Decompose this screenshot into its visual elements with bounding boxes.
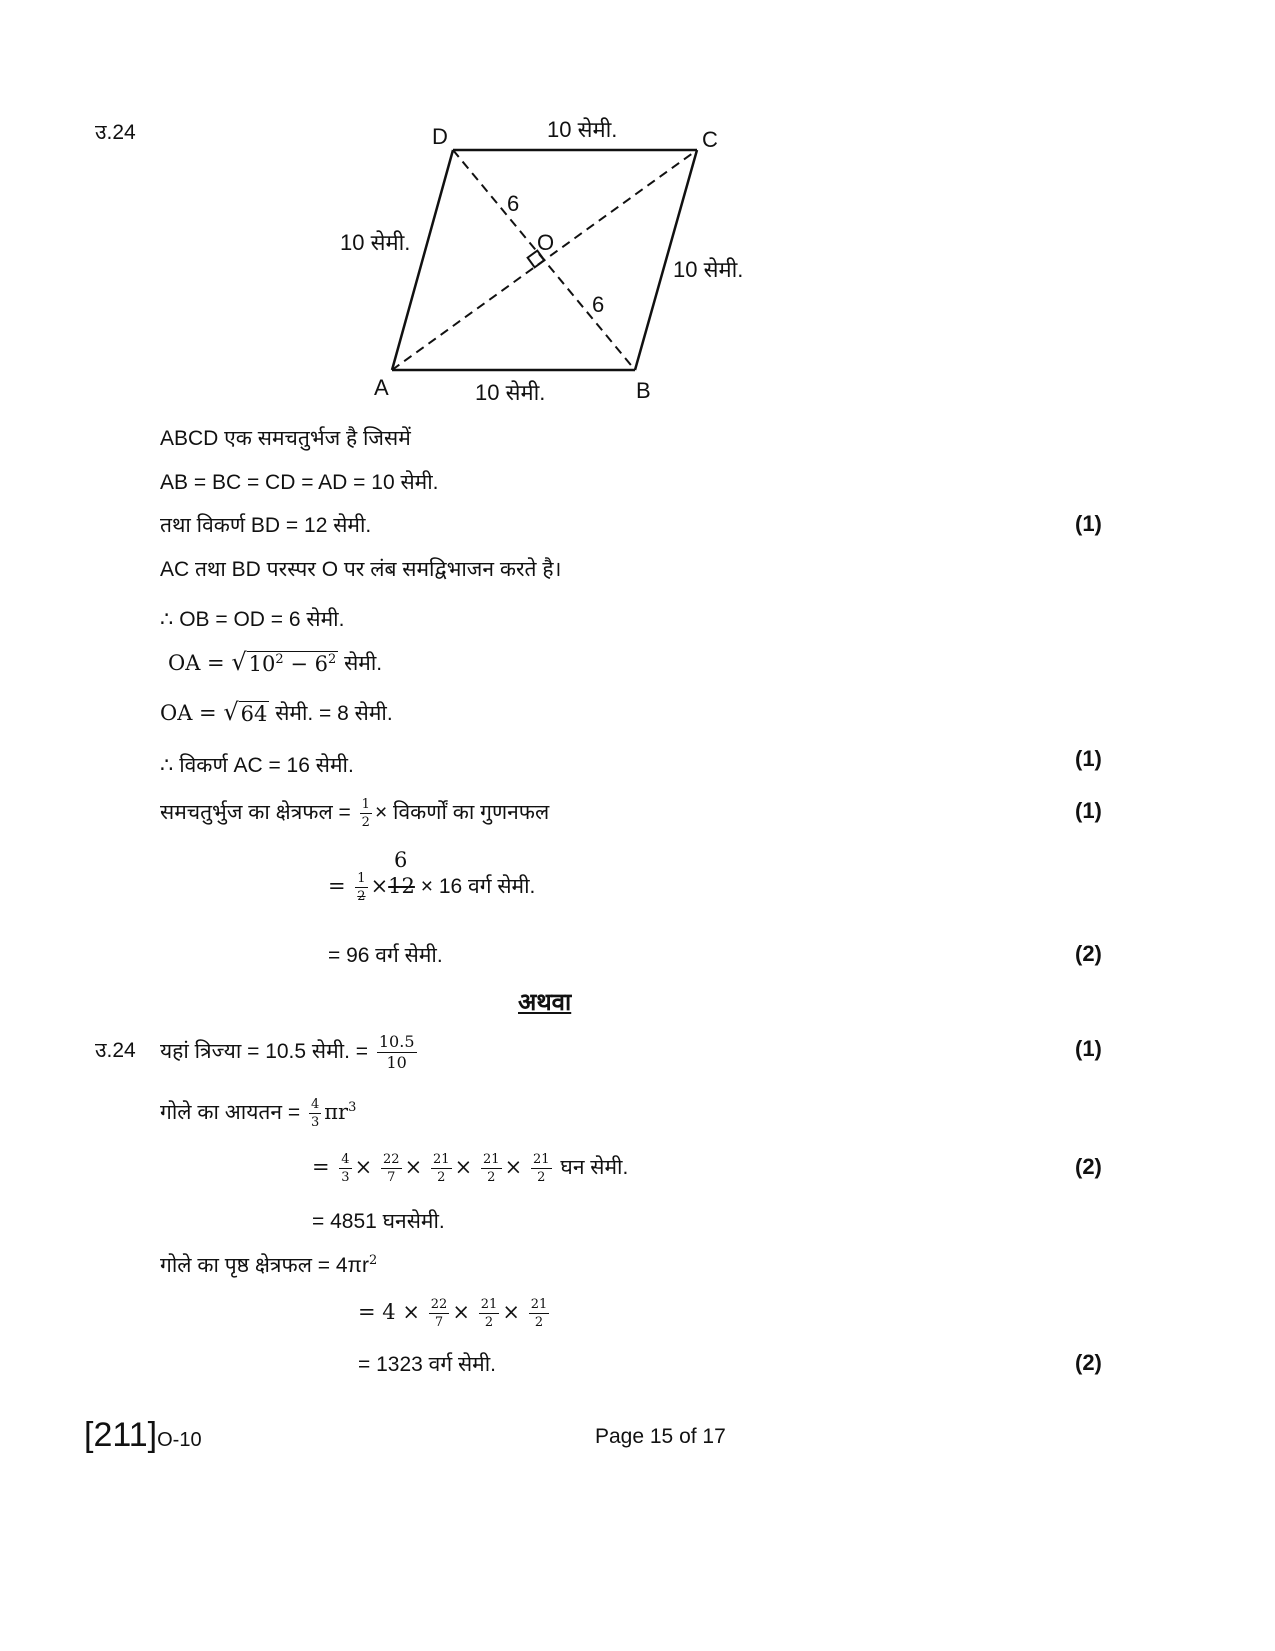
segment-ob-label: 6 xyxy=(592,292,605,317)
marks-badge: (1) xyxy=(1075,798,1102,823)
sol2-line4: = 4851 घनसेमी. xyxy=(312,1210,445,1233)
sol1-line11: = 96 वर्ग सेमी. xyxy=(328,944,443,967)
segment-do-label: 6 xyxy=(507,191,520,216)
sol1-line10: = $\frac{1}{2}$ ×12 × 16 वर्ग सेमी. xyxy=(328,871,536,904)
vertex-a-label: A xyxy=(374,375,389,400)
sol2-line6: = 4 × $\frac{22}{7}$ × $\frac{21}{2}$ × $\frac{21}{2}$ xyxy=(358,1297,548,1330)
sol2-line3: = $\frac{4}{3}$ × $\frac{22}{7}$ × $\frac{21}{2}$ × $\frac{21}{2}$ × $\frac{21}{2}$ घन सेमी. xyxy=(312,1152,629,1185)
sol1-line2: AB = BC = CD = AD = 10 सेमी. xyxy=(160,471,439,494)
formula-prefix: OA = xyxy=(168,651,232,675)
marks-badge: (1) xyxy=(1075,511,1102,536)
side-dc-label: 10 सेमी. xyxy=(547,117,618,142)
paper-code-suffix: O-10 xyxy=(157,1429,202,1451)
sol2-line1: यहां त्रिज्या = 10.5 सेमी. = $\frac{10.5}{10}$ xyxy=(160,1032,415,1072)
sol2-line5: गोले का पृष्ठ क्षेत्रफल = $4\pi r^2$ xyxy=(160,1253,378,1277)
marks-badge: (2) xyxy=(1075,1350,1102,1375)
side-bc-label: 10 सेमी. xyxy=(673,257,744,282)
unit-label: सेमी. xyxy=(338,652,383,675)
marks-badge: (1) xyxy=(1075,1036,1102,1061)
sol1-line1: ABCD एक समचतुर्भज है जिसमें xyxy=(160,427,411,450)
sol1-line9: समचतुर्भुज का क्षेत्रफल = $\frac{1}{2}$ × विकर्णों का गुणनफल xyxy=(160,797,550,830)
square-root: √ 64 xyxy=(223,698,268,726)
fraction: $\frac{4}{3}$ xyxy=(310,1097,320,1130)
fraction: $\frac{1}{2}$ xyxy=(361,797,370,830)
struck-value: 12 xyxy=(388,874,415,899)
square-root: √ $10^2 - 6^2$ xyxy=(231,648,337,676)
vertex-c-label: C xyxy=(702,127,718,152)
page-number: Page 15 of 17 xyxy=(595,1425,726,1448)
sol1-line3: तथा विकर्ण BD = 12 सेमी. xyxy=(160,514,372,537)
marks-badge: (2) xyxy=(1075,941,1102,966)
sol2-line7: = 1323 वर्ग सेमी. xyxy=(358,1353,497,1376)
sol1-line8: ∴ विकर्ण AC = 16 सेमी. xyxy=(160,754,354,777)
marks-badge: (2) xyxy=(1075,1154,1102,1179)
sol1-line7: OA = √ 64 सेमी. = 8 सेमी. xyxy=(160,698,393,726)
vertex-d-label: D xyxy=(432,124,448,149)
paper-code: [211]O-10 xyxy=(84,1416,202,1454)
side-ad-label: 10 सेमी. xyxy=(340,230,411,255)
marks-badge: (1) xyxy=(1075,746,1102,771)
sol1-line4: AC तथा BD परस्पर O पर लंब समद्विभाजन करते है। xyxy=(160,558,562,581)
fraction: $\frac{10.5}{10}$ xyxy=(378,1032,415,1072)
vertex-b-label: B xyxy=(636,378,651,403)
rhombus-figure xyxy=(330,110,770,410)
sol1-line5: ∴ OB = OD = 6 सेमी. xyxy=(160,608,345,631)
sol1-line6 xyxy=(168,648,382,677)
center-o-label: O xyxy=(537,230,555,255)
question-label: उ.24 xyxy=(95,1039,136,1062)
cancel-quotient: 6 xyxy=(394,848,408,872)
or-heading: अथवा xyxy=(518,989,572,1016)
side-ab-label: 10 सेमी. xyxy=(475,380,546,405)
question-label: उ.24 xyxy=(95,121,136,144)
fraction: $\frac{1}{2}$ xyxy=(357,871,366,904)
sol2-line2: गोले का आयतन = $\frac{4}{3}$ $\pi r^3$ xyxy=(160,1097,357,1130)
